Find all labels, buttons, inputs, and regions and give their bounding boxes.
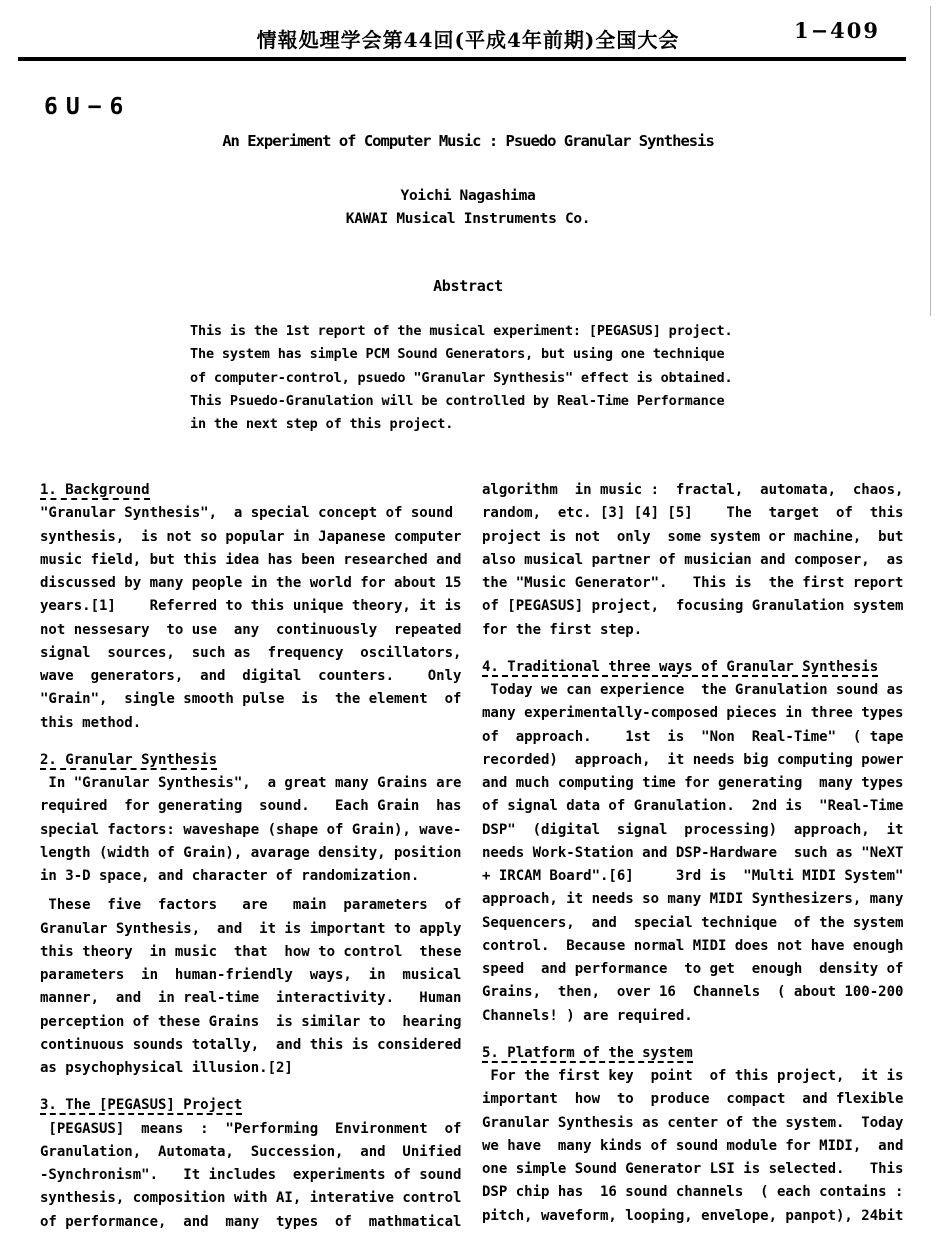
text-line: Sequencers, and special technique of the system xyxy=(482,914,904,931)
text-line: DSP" (digital signal processing) approach, it xyxy=(482,821,904,838)
text-line: of [PEGASUS] project, focusing Granulation system xyxy=(482,598,904,615)
text-line: music field, but this idea has been researched and xyxy=(40,551,462,568)
paragraph xyxy=(40,1118,476,1234)
section-heading xyxy=(482,1042,918,1065)
section-heading xyxy=(40,479,476,502)
text-line: continuous sounds totally, and this is considered xyxy=(40,1036,462,1053)
text-line: Granular Synthesis as center of the system. Today xyxy=(482,1114,904,1131)
paragraph xyxy=(482,479,918,642)
conference-header: 情報処理学会第44回(平成4年前期)全国大会 xyxy=(256,28,680,52)
text-line: Today we can experience the Granulation sound as xyxy=(482,682,904,698)
text-line: These five factors are main parameters of xyxy=(40,897,462,914)
text-line: not nessesary to use any continuously repeated xyxy=(40,621,462,638)
abstract-line: in the next step of this project. xyxy=(190,416,454,432)
paragraph xyxy=(40,772,476,888)
scan-edge-artifact xyxy=(930,6,931,316)
abstract-text xyxy=(190,318,790,434)
section-heading xyxy=(40,749,476,772)
text-line: DSP chip has 16 sound channels ( each contains : xyxy=(482,1184,904,1201)
body-section xyxy=(40,479,476,735)
paper-session-id: 6U−6 xyxy=(44,94,132,120)
section-heading xyxy=(40,1094,476,1117)
text-line: Granular Synthesis, and it is important to apply xyxy=(40,920,462,937)
text-line: algorithm in music : fractal, automata, chaos, xyxy=(482,482,904,498)
body-section xyxy=(40,749,476,1081)
paragraph xyxy=(40,894,476,1080)
section-heading xyxy=(482,656,918,679)
text-line: in 3-D space, and character of randomization. xyxy=(40,868,420,884)
text-line: wave generators, and digital counters. Only xyxy=(40,668,462,684)
text-line: also musical partner of musician and composer, as xyxy=(482,551,904,568)
text-line: special factors: waveshape (shape of Grain), wave- xyxy=(40,821,462,838)
text-line: important how to produce compact and flexible xyxy=(482,1091,904,1108)
paragraph xyxy=(40,502,476,735)
abstract-line: of computer-control, psuedo "Granular Synthesis" effect is obtained. xyxy=(190,369,733,386)
text-line: speed and performance to get enough density of xyxy=(482,961,904,977)
abstract-line: This is the 1st report of the musical experiment: [PEGASUS] project. xyxy=(190,323,733,339)
body-column-right xyxy=(482,479,918,1228)
text-line: and much computing time for generating many types xyxy=(482,775,904,791)
text-line: this method. xyxy=(40,714,142,731)
header-divider-rule xyxy=(18,57,906,61)
body-section xyxy=(482,1042,918,1228)
text-line: pitch, waveform, looping, envelope, panpot), 24bit xyxy=(482,1207,904,1224)
text-line: synthesis, is not so popular in Japanese computer xyxy=(40,528,462,545)
text-line: of performance, and many types of mathmatical xyxy=(40,1213,462,1230)
text-line: + IRCAM Board".[6] 3rd is "Multi MIDI System" xyxy=(482,868,904,884)
text-line: Granulation, Automata, Succession, and Unified xyxy=(40,1143,462,1160)
body-section xyxy=(40,1094,476,1234)
abstract-line: The system has simple PCM Sound Generators, but using one technique xyxy=(190,346,725,363)
text-line: the "Music Generator". This is the first report xyxy=(482,575,904,591)
paragraph xyxy=(482,679,918,1028)
text-line: many experimentally-composed pieces in three types xyxy=(482,705,904,722)
paragraph xyxy=(482,1065,918,1228)
abstract-heading: Abstract xyxy=(433,277,503,295)
body-column-left xyxy=(40,479,476,1234)
text-line: of signal data of Granulation. 2nd is "Real-Time xyxy=(482,798,904,815)
text-line: project is not only some system or machine, but xyxy=(482,528,904,545)
text-line: perception of these Grains is similar to hearing xyxy=(40,1013,462,1030)
text-line: signal sources, such as frequency oscillators, xyxy=(40,644,462,661)
text-line: -Synchronism". It includes experiments of sound xyxy=(40,1167,462,1183)
section-heading-text: 3. The [PEGASUS] Project xyxy=(40,1097,243,1114)
text-line: years.[1] Referred to this unique theory, it is xyxy=(40,598,462,615)
text-line: we have many kinds of sound module for MIDI, and xyxy=(482,1137,904,1154)
author-name: Yoichi Nagashima xyxy=(400,188,536,204)
section-heading-text: 4. Traditional three ways of Granular Synthesis xyxy=(482,658,879,675)
text-line: this theory in music that how to control these xyxy=(40,943,462,960)
body-section xyxy=(482,656,918,1028)
text-line: approach, it needs so many MIDI Synthesizers, many xyxy=(482,891,904,908)
text-line: Channels! ) are required. xyxy=(482,1007,693,1024)
body-section xyxy=(482,479,918,642)
text-line: "Granular Synthesis", a special concept of sound xyxy=(40,505,454,522)
text-line: synthesis, composition with AI, interative control xyxy=(40,1190,462,1207)
author-affiliation: KAWAI Musical Instruments Co. xyxy=(345,211,591,227)
page-number: 1−409 xyxy=(793,18,880,43)
abstract-line: This Psuedo-Granulation will be controlled by Real-Time Performance xyxy=(190,392,725,409)
text-line: parameters in human-friendly ways, in musical xyxy=(40,967,462,983)
text-line: Grains, then, over 16 Channels ( about 100-200 xyxy=(482,984,904,1001)
text-line: for the first step. xyxy=(482,621,643,638)
text-line: control. Because normal MIDI does not have enough xyxy=(482,937,904,954)
text-line: length (width of Grain), avarage density, position xyxy=(40,844,462,861)
text-line: one simple Sound Generator LSI is selected. This xyxy=(482,1161,904,1177)
text-line: For the first key point of this project, it is xyxy=(482,1068,904,1084)
text-line: [PEGASUS] means : "Performing Environment of xyxy=(40,1120,462,1137)
paper-title: An Experiment of Computer Music : Psuedo Granular Synthesis xyxy=(222,132,714,150)
text-line: manner, and in real-time interactivity. Human xyxy=(40,990,462,1007)
text-line: required for generating sound. Each Grain has xyxy=(40,798,462,815)
text-line: needs Work-Station and DSP-Hardware such as "NeXT xyxy=(482,844,904,861)
text-line: as psychophysical illusion.[2] xyxy=(40,1060,293,1076)
section-heading-text: 5. Platform of the system xyxy=(482,1044,693,1061)
text-line: "Grain", single smooth pulse is the element of xyxy=(40,691,462,708)
text-line: discussed by many people in the world for about 15 xyxy=(40,575,462,591)
text-line: In "Granular Synthesis", a great many Grains are xyxy=(40,775,462,791)
text-line: recorded) approach, it needs big computing power xyxy=(482,751,904,768)
section-heading-text: 2. Granular Synthesis xyxy=(40,751,218,768)
text-line: of approach. 1st is "Non Real-Time" ( tape xyxy=(482,728,904,745)
text-line: random, etc. [3] [4] [5] The target of this xyxy=(482,505,904,522)
section-heading-text: 1. Background xyxy=(40,482,150,498)
